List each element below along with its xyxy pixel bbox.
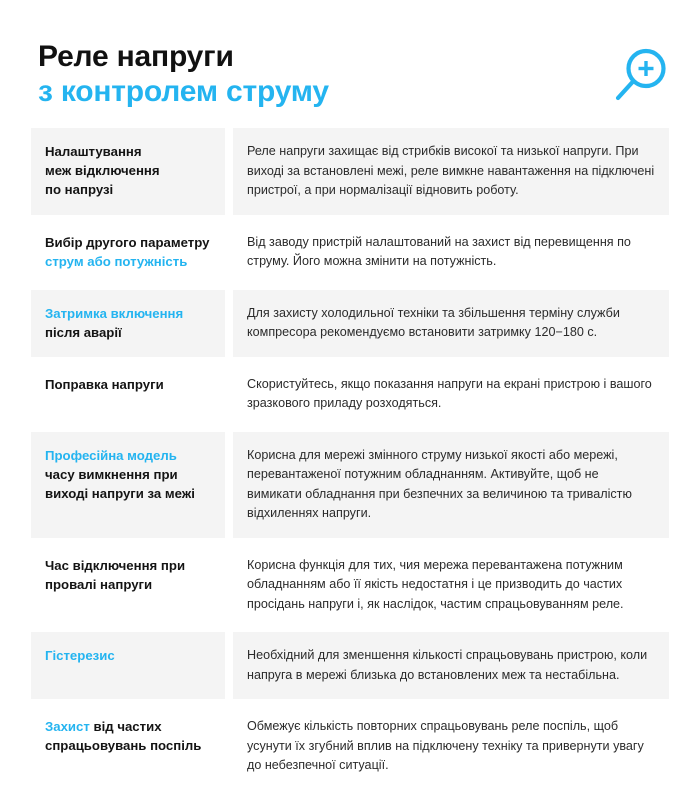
feature-description-text: Обмежує кількість повторних спрацьовувань реле поспіль, щоб усунути їх згубний вплив на підключену техніку та привернути увагу до небезпечної ситуації. <box>247 719 644 772</box>
table-row <box>31 432 669 538</box>
feature-description-cell <box>233 632 669 699</box>
feature-label-accent: Захист <box>45 719 90 734</box>
feature-description-text: Корисна для мережі змінного струму низької якості або мережі, перевантаженої потужним обладнанням. Активуйте, щоб не вимикати обладнання при безпечних за величиною та тривалістю відхиленнях напруги. <box>247 447 632 520</box>
table-row <box>31 632 669 699</box>
zoom-in-magnifier-icon <box>608 46 670 108</box>
feature-description-text: Реле напруги захищає від стрибків високої та низької напруги. При виході за встановлені межі, реле вимкне навантаження на підключені пристрої, а при нормалізації відновить роботу. <box>247 144 655 197</box>
table-row <box>31 542 669 629</box>
feature-description-cell <box>233 432 669 538</box>
table-row <box>31 361 669 428</box>
feature-description-cell <box>233 219 669 286</box>
feature-description-cell <box>233 703 669 790</box>
feature-label-cell <box>31 128 225 215</box>
feature-label-cell <box>31 632 225 699</box>
feature-label-line: Поправка напруги <box>45 376 164 392</box>
feature-label-line: Затримка включення <box>45 305 184 321</box>
page-header <box>0 0 700 128</box>
feature-label-cell <box>31 290 225 357</box>
feature-label-line: меж відключення <box>45 163 160 178</box>
table-row <box>31 128 669 215</box>
feature-label-line: спрацьовувань поспіль <box>45 738 202 753</box>
feature-label-cell <box>31 432 225 538</box>
feature-label-line: Налаштування <box>45 144 142 159</box>
feature-label-line: після аварії <box>45 324 122 340</box>
feature-label-line: струм або потужність <box>45 253 188 269</box>
page-title-line-1: Реле напруги <box>38 40 234 73</box>
feature-description-text: Скористуйтесь, якщо показання напруги на екрані пристрою і вашого зразкового приладу розходяться. <box>247 376 652 410</box>
table-row <box>31 290 669 357</box>
feature-description-cell <box>233 542 669 629</box>
page-title <box>38 40 664 110</box>
table-row <box>31 219 669 286</box>
feature-description-text: Корисна функція для тих, чия мережа перевантажена потужним обладнанням або її якість недостатня і це призводить до частих просідань напруги і, як наслідок, частим спрацьовуванням реле. <box>247 557 624 611</box>
feature-label-line <box>45 717 213 736</box>
feature-label-line: Професійна модель <box>45 447 177 463</box>
feature-label-cell <box>31 361 225 428</box>
feature-label-line: часу вимкнення при <box>45 466 178 482</box>
feature-label-cell <box>31 703 225 790</box>
feature-label-rest: від частих <box>89 719 162 734</box>
feature-label-cell <box>31 542 225 629</box>
feature-label-line: Час відключення при <box>45 557 186 573</box>
feature-label-line: по напрузі <box>45 182 114 197</box>
feature-description-text: Для захисту холодильної техніки та збільшення терміну служби компресора рекомендуємо встановити затримку 120−180 с. <box>247 305 620 339</box>
feature-label-line: виході напруги за межі <box>45 485 195 501</box>
feature-description-text: Від заводу пристрій налаштований на захист від перевищення по струму. Його можна змінити на потужність. <box>247 234 631 268</box>
feature-description-text: Необхідний для зменшення кількості спрацьовувань пристрою, коли напруга в мережі близька до встановлених меж та нестабільна. <box>247 648 648 682</box>
page-title-line-2: з контролем струму <box>38 75 329 108</box>
feature-table <box>0 128 700 790</box>
feature-label-line: Вибір другого параметру <box>45 234 210 250</box>
feature-description-cell <box>233 361 669 428</box>
feature-label-line: провалі напруги <box>45 576 153 592</box>
feature-label-line: Гістерезис <box>45 648 115 663</box>
table-row <box>31 703 669 790</box>
feature-description-cell <box>233 128 669 215</box>
feature-label-cell <box>31 219 225 286</box>
feature-description-cell <box>233 290 669 357</box>
